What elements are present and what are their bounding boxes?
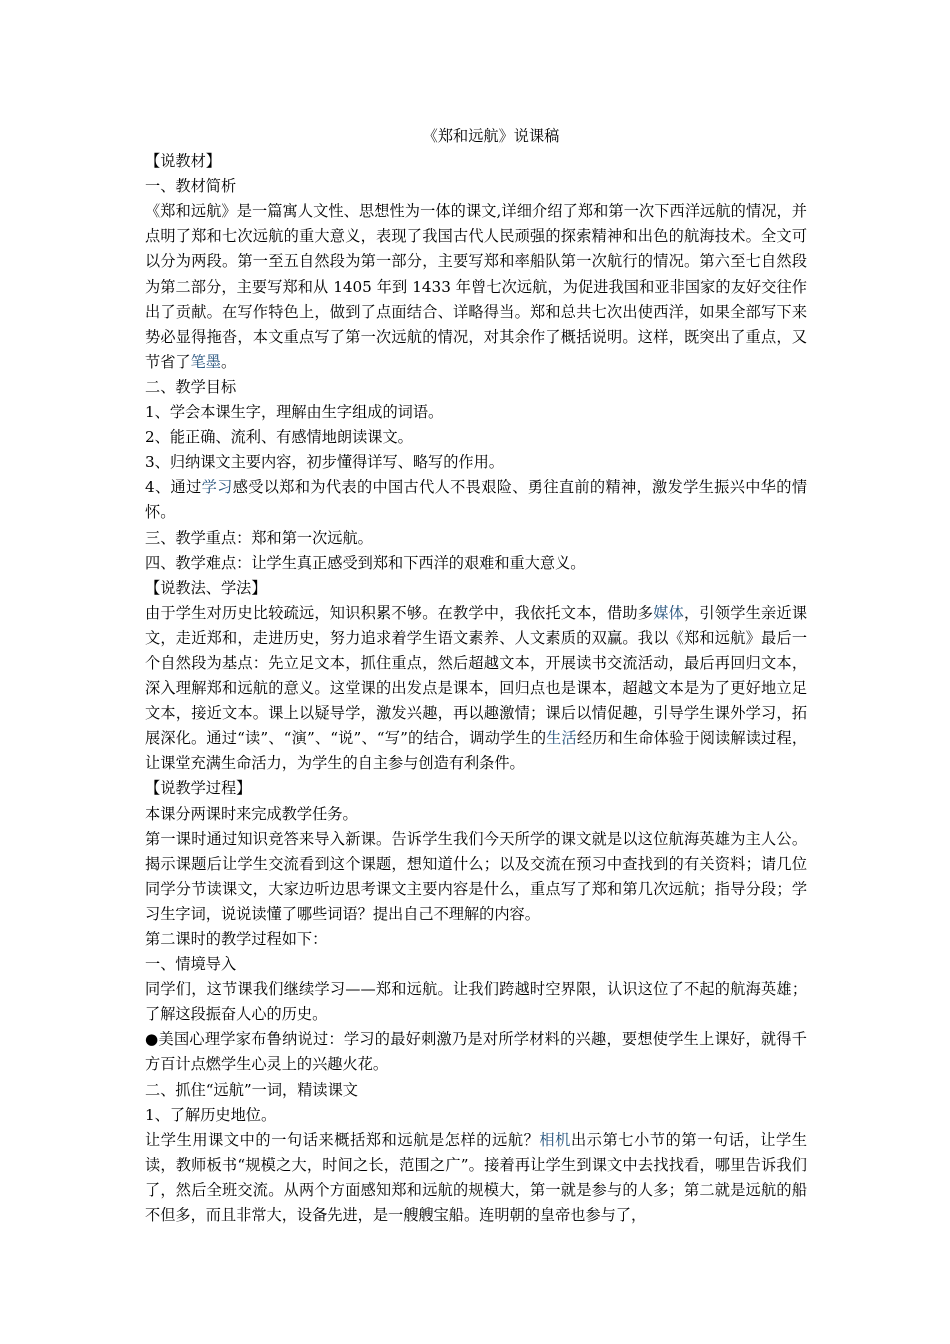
paragraph-process-intro: 本课分两课时来完成教学任务。 xyxy=(145,804,358,823)
subheading-close-reading: 二、抓住“远航”一词，精读课文 xyxy=(145,1080,358,1099)
section-heading-teaching-material: 【说教材】 xyxy=(145,152,221,171)
document-page xyxy=(145,124,807,1228)
document-title: 《郑和远航》说课稿 xyxy=(422,127,560,145)
paragraph-text: 经历和生命体验于阅读解读过程，让课堂充满生命活力，为学生的自主参与创造有利条件。 xyxy=(145,729,808,773)
paragraph-methods xyxy=(145,601,807,777)
link-xiangji[interactable]: 相机 xyxy=(539,1130,571,1149)
paragraph-situation: 同学们，这节课我们继续学习——郑和远航。让我们跨越时空界限，认识这位了不起的航海英雄；了解这段振奋人心的历史。 xyxy=(145,980,807,1024)
paragraph-material-analysis xyxy=(145,199,807,375)
subheading-difficulty: 四、教学难点：让学生真正感受到郑和下西洋的艰难和重大意义。 xyxy=(145,553,586,572)
subheading-key-point: 三、教学重点：郑和第一次远航。 xyxy=(145,528,373,547)
subheading-historical-status: 1、了解历史地位。 xyxy=(145,1105,277,1124)
paragraph-text: ，引领学生亲近课文，走近郑和，走进历史，努力追求着学生语文素养、人文素质的双赢。我以《郑和远航》最后一个自然段为基点：先立足文本，抓住重点，然后超越文本，开展读书交流活动，最后再回归文本，深入理解郑和远航的意义。这堂课的出发点是课本，回归点也是课本，超越文本是为了更好地立足文本，接近文本。课上以疑导学，激发兴趣，再以趣激情；课后以情促趣，引导学生课外学习，拓展深化。通过“读”、“演”、“说”、“写”的结合，调动学生的 xyxy=(145,603,808,748)
paragraph-text: 4、通过 xyxy=(145,478,202,497)
paragraph-text: 出示第七小节的第一句话，让学生读，教师板书“规模之大，时间之长，范围之广”。接着再让学生到课文中去找找看，哪里告诉我们了，然后全班交流。从两个方面感知郑和远航的规模大，第一就是参与的人多；第二就是远航的船不但多，而且非常大，设备先进，是一艘艘宝船。连明朝的皇帝也参与了， xyxy=(145,1130,808,1225)
paragraph-text: 由于学生对历史比较疏远，知识积累不够。在教学中，我依托文本，借助多 xyxy=(145,603,654,622)
subheading-situation-intro: 一、情境导入 xyxy=(145,955,237,974)
link-bimo[interactable]: 笔墨 xyxy=(190,352,221,371)
goal-item-1: 1、学会本课生字，理解由生字组成的词语。 xyxy=(145,403,444,422)
paragraph-text: 让学生用课文中的一句话来概括郑和远航是怎样的远航？ xyxy=(145,1130,540,1149)
paragraph-historical-status xyxy=(145,1128,807,1228)
paragraph-text: 感受以郑和为代表的中国古代人不畏艰险、勇往直前的精神，激发学生振兴中华的情怀。 xyxy=(145,478,808,522)
section-heading-methods: 【说教法、学法】 xyxy=(145,578,267,597)
goal-item-2: 2、能正确、流利、有感情地朗读课文。 xyxy=(145,428,413,447)
paragraph-second-lesson-intro: 第二课时的教学过程如下： xyxy=(145,930,328,948)
link-shenghuo[interactable]: 生活 xyxy=(546,729,577,748)
subheading-material-analysis: 一、教材简析 xyxy=(145,177,237,196)
goal-item-4 xyxy=(145,475,807,525)
link-xuexi[interactable]: 学习 xyxy=(201,478,233,497)
paragraph-bruner-quote: ●美国心理学家布鲁纳说过：学习的最好刺激乃是对所学材料的兴趣，要想使学生上课好，就得千方百计点燃学生心灵上的兴趣火花。 xyxy=(145,1030,807,1074)
link-meiti[interactable]: 媒体 xyxy=(653,603,685,622)
paragraph-text: 。 xyxy=(220,352,237,371)
paragraph-text: 《郑和远航》是一篇寓人文性、思想性为一体的课文,详细介绍了郑和第一次下西洋远航的情况，并点明了郑和七次远航的重大意义，表现了我国古代人民顽强的探索精神和出色的航海技术。全文可以分为两段。第一至五自然段为第一部分，主要写郑和率船队第一次航行的情况。第六至七自然段为第二部分，主要写郑和从 1405 年到 1433 年曾七次远航，为促进我国和亚非国家的友好交往作出了贡献。在写作特色上，做到了点面结合、详略得当。郑和总共七次出使西洋，如果全部写下来势必显得拖沓，本文重点写了第一次远航的情况，对其余作了概括说明。这样，既突出了重点，又节省了 xyxy=(145,202,807,371)
subheading-teaching-goals: 二、教学目标 xyxy=(145,377,237,396)
paragraph-first-lesson: 第一课时通过知识竞答来导入新课。告诉学生我们今天所学的课文就是以这位航海英雄为主人公。揭示课题后让学生交流看到这个课题，想知道什么；以及交流在预习中查找到的有关资料；请几位同学分节读课文，大家边听边思考课文主要内容是什么，重点写了郑和第几次远航；指导分段；学习生字词，说说读懂了哪些词语？提出自己不理解的内容。 xyxy=(145,829,807,923)
goal-item-3: 3、归纳课文主要内容，初步懂得详写、略写的作用。 xyxy=(145,453,504,472)
section-heading-process: 【说教学过程】 xyxy=(145,779,252,798)
